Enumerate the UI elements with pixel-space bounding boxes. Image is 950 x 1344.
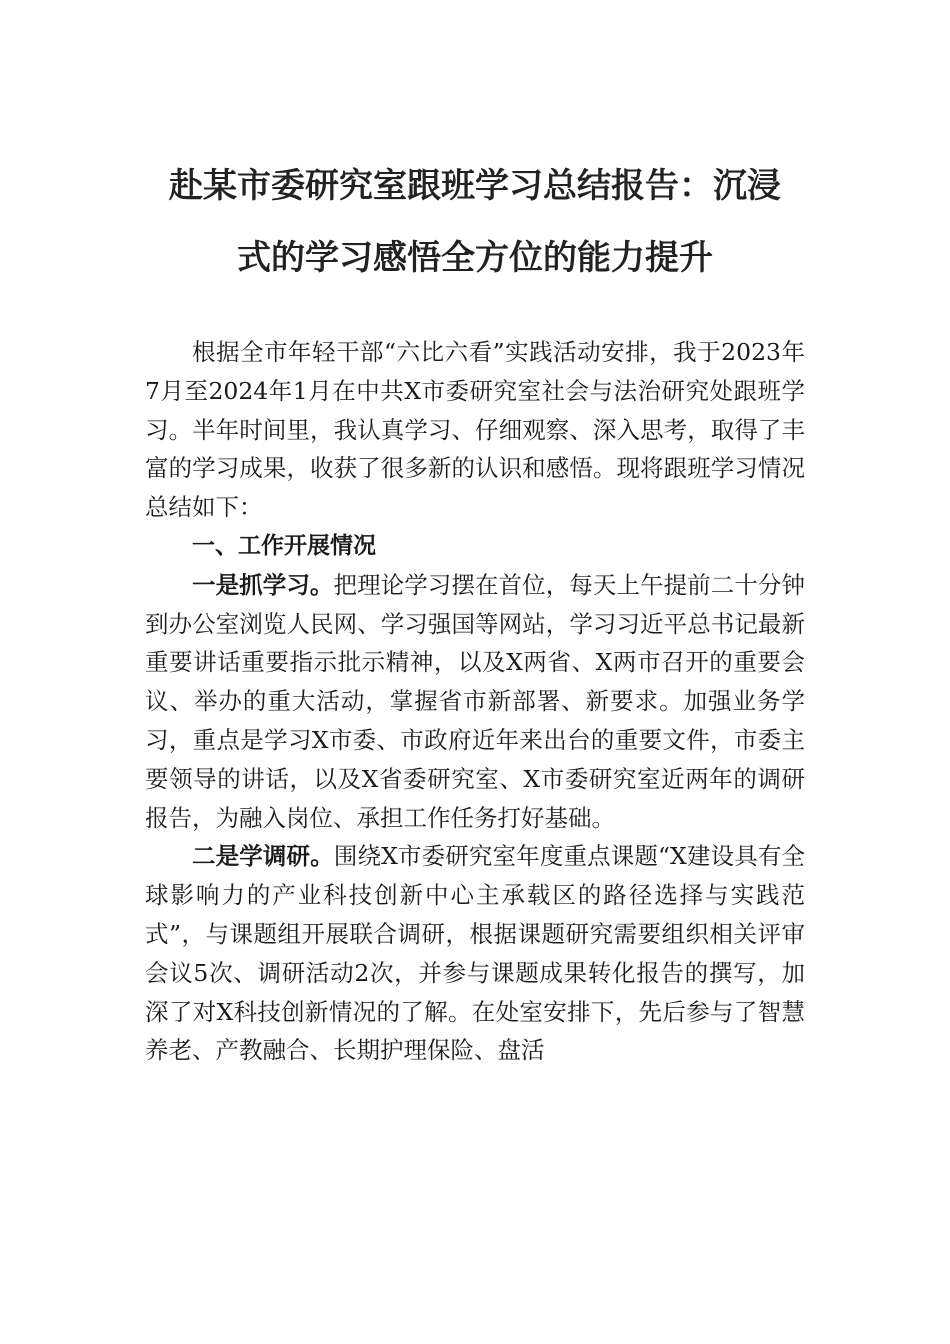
title-line-2: 式的学习感悟全方位的能力提升	[237, 238, 713, 278]
section-heading: 一、工作开展情况	[192, 532, 376, 559]
document-body	[145, 333, 805, 1070]
paragraph-lead: 二是学调研。	[192, 842, 334, 871]
title-line-1: 赴某市委研究室跟班学习总结报告：沉浸	[169, 166, 781, 206]
paragraph-lead: 一是抓学习。	[192, 570, 334, 599]
paragraph-text: 围绕X市委研究室年度重点课题“X建设具有全球影响力的产业科技创新中心主承载区的路径选择与实践范式”，与课题组开展联合调研，根据课题研究需要组织相关评审会议5次、调研活动2次，并参与课题成果转化报告的撰写，加深了对X科技创新情况的了解。在处室安排下，先后参与了智慧养老、产教融合、长期护理保险、盘活	[145, 842, 805, 1065]
paragraph-text: 把理论学习摆在首位，每天上午提前二十分钟到办公室浏览人民网、学习强国等网站，学习习近平总书记最新重要讲话重要指示批示精神，以及X两省、X两市召开的重要会议、举办的重大活动，掌握省市新部署、新要求。加强业务学习，重点是学习X市委、市政府近年来出台的重要文件，市委主要领导的讲话，以及X省委研究室、X市委研究室近两年的调研报告，为融入岗位、承担工作任务打好基础。	[145, 570, 806, 832]
paragraph-study	[145, 566, 805, 838]
intro-paragraph: 根据全市年轻干部“六比六看”实践活动安排，我于2023年7月至2024年1月在中共X市委研究室社会与法治研究处跟班学习。半年时间里，我认真学习、仔细观察、深入思考，取得了丰富的学习成果，收获了很多新的认识和感悟。现将跟班学习情况总结如下：	[145, 338, 805, 522]
document-title	[140, 150, 810, 294]
paragraph-research	[145, 837, 805, 1070]
